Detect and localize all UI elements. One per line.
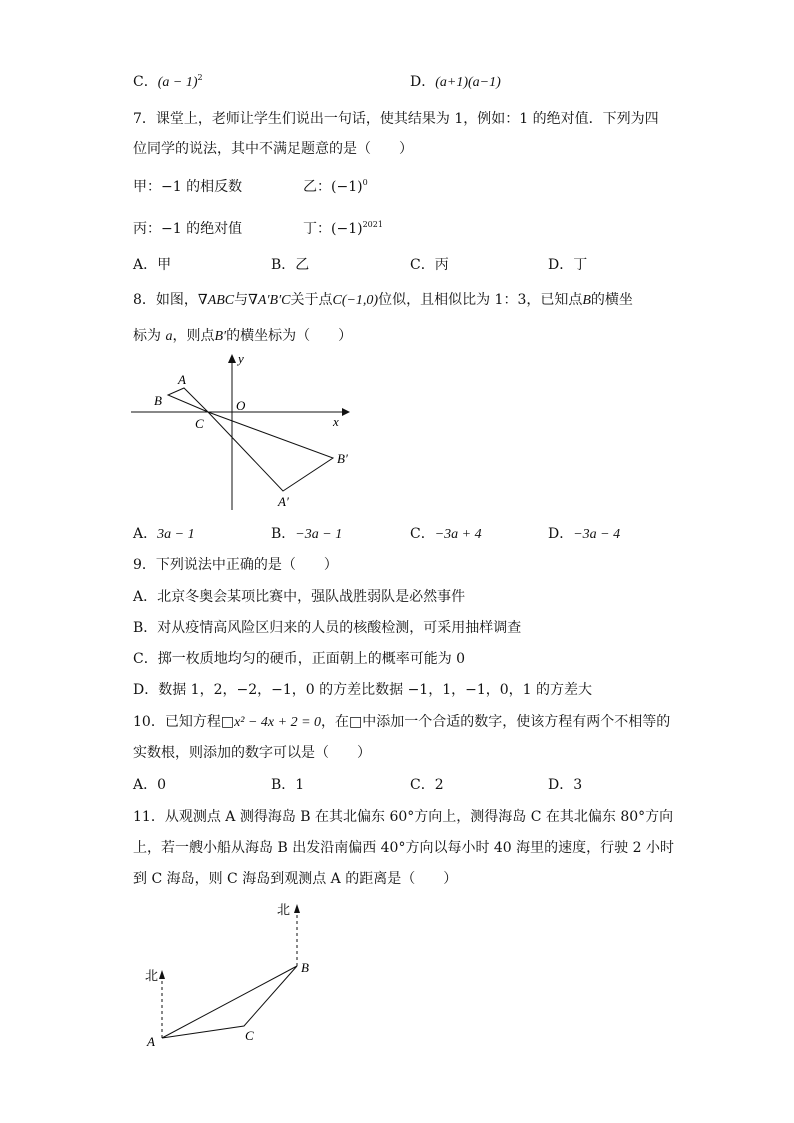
q9-option-d[interactable]: D．数据 1，2，−2，−1，0 的方差比数据 −1，1，−1，0，1 的方差大 xyxy=(133,682,593,698)
point-b-prime-label: B′ xyxy=(337,451,348,466)
q7-option-b[interactable]: B．乙 xyxy=(271,257,310,273)
triangle-name: ∇ABC xyxy=(197,293,235,308)
equation: x² − 4x + 2 = 0 xyxy=(234,715,322,730)
q10-option-b[interactable]: B．1 xyxy=(271,777,305,793)
north-label-b: 北 xyxy=(277,902,291,917)
q8-option-c[interactable] xyxy=(410,525,482,544)
q8-coordinate-figure xyxy=(126,350,356,515)
stem-text: 位似，且相似比为 1：3，已知点 xyxy=(378,292,583,308)
math-expression: (a+1)(a−1) xyxy=(435,75,501,90)
x-axis-label: x xyxy=(333,414,339,429)
point-c-label: C xyxy=(195,416,204,431)
q7-stem-line-1: 7．课堂上，老师让学生们说出一句话，使其结果为 1，例如：1 的绝对值．下列为四 xyxy=(133,111,659,127)
point-name: B xyxy=(582,293,591,308)
stem-text: 关于点 xyxy=(290,292,333,308)
stem-text: 8．如图， xyxy=(133,292,198,308)
q9-option-c[interactable]: C．掷一枚质地均匀的硬币，正面朝上的概率可能为 0 xyxy=(133,651,466,667)
q11-stem-line-2: 上，若一艘小船从海岛 B 出发沿南偏西 40°方向以每小时 40 海里的速度，行驶 2 小时 xyxy=(133,840,674,856)
blank-box: □ xyxy=(220,714,235,730)
stem-text: 标为 xyxy=(133,328,166,344)
q11-stem-line-1: 11．从观测点 A 测得海岛 B 在其北偏东 60°方向上，测得海岛 C 在其北偏东 80°方向 xyxy=(133,809,674,825)
q10-option-a[interactable]: A．0 xyxy=(133,777,167,793)
origin-label: O xyxy=(236,398,246,413)
option-label: D． xyxy=(410,74,436,90)
math-expression: −3a − 1 xyxy=(295,527,343,542)
exponent: 2021 xyxy=(362,220,383,229)
exponent: 0 xyxy=(362,178,368,187)
stem-text: ，则点 xyxy=(172,328,215,344)
q10-option-d[interactable]: D．3 xyxy=(548,777,583,793)
north-label-a: 北 xyxy=(145,968,159,983)
point-a-label: A xyxy=(178,372,186,387)
q10-option-c[interactable]: C．2 xyxy=(410,777,444,793)
math-expression: −3a − 4 xyxy=(573,527,621,542)
q9-option-a[interactable]: A．北京冬奥会某项比赛中，强队战胜弱队是必然事件 xyxy=(133,589,466,605)
q7-option-c[interactable]: C．丙 xyxy=(410,257,449,273)
north-arrow-icon xyxy=(294,904,300,913)
statement-label: 乙： xyxy=(303,179,331,195)
stem-text: 10．已知方程 xyxy=(133,714,221,730)
q8-stem-line-2 xyxy=(133,327,352,346)
q9-stem: 9．下列说法中正确的是（ ） xyxy=(133,557,338,573)
stem-text: 的横坐标为（ ） xyxy=(226,328,353,344)
q7-option-d[interactable]: D．丁 xyxy=(548,257,588,273)
q10-stem-line-1 xyxy=(133,713,670,732)
math-expression: (a − 1) xyxy=(157,75,198,90)
option-label: C． xyxy=(410,526,435,542)
triangle-a-prime-b-prime-c xyxy=(208,412,333,491)
y-axis-label: y xyxy=(238,351,244,366)
option-label: D． xyxy=(548,526,574,542)
triangle-abc xyxy=(168,388,208,412)
triangle-name: ∇A′B′C xyxy=(248,293,291,308)
point-b-label: B xyxy=(154,393,162,408)
q11-stem-line-3: 到 C 海岛，则 C 海岛到观测点 A 的距离是（ ） xyxy=(133,871,458,887)
math-expression: 3a − 1 xyxy=(157,527,195,542)
option-label: A． xyxy=(133,526,158,542)
q8-option-d[interactable] xyxy=(548,525,620,544)
x-axis-arrow-icon xyxy=(342,408,350,416)
q7-statement-bing: 丙：−1 的绝对值 xyxy=(133,221,243,237)
q6-option-c[interactable] xyxy=(133,73,203,92)
triangle-abc xyxy=(162,966,297,1038)
q7-option-a[interactable]: A．甲 xyxy=(133,257,172,273)
q7-statement-jia: 甲：−1 的相反数 xyxy=(133,179,243,195)
stem-text: ，在□中添加一个合适的数字，使该方程有两个不相等的 xyxy=(321,714,671,730)
q6-option-d[interactable] xyxy=(410,73,501,92)
q7-statement-ding xyxy=(303,220,383,238)
y-axis-arrow-icon xyxy=(228,354,236,363)
variable: a xyxy=(165,329,173,344)
q10-stem-line-2: 实数根，则添加的数字可以是（ ） xyxy=(133,745,371,761)
option-label: C． xyxy=(133,74,158,90)
exponent: 2 xyxy=(197,73,203,82)
math-expression: (−1) xyxy=(331,221,363,237)
statement-label: 丁： xyxy=(303,221,331,237)
point-c-label: C xyxy=(245,1028,254,1043)
point-a-prime-label: A′ xyxy=(278,494,289,509)
point-coordinate: C(−1,0) xyxy=(332,293,379,308)
stem-text: 与 xyxy=(234,292,249,308)
q8-stem-line-1 xyxy=(133,291,633,310)
math-expression: −3a + 4 xyxy=(434,527,482,542)
q7-stem-line-2: 位同学的说法，其中不满足题意的是（ ） xyxy=(133,141,413,157)
north-arrow-icon xyxy=(159,970,165,979)
math-expression: (−1) xyxy=(331,179,363,195)
stem-text: 的横坐 xyxy=(590,292,633,308)
q7-statement-yi xyxy=(303,178,368,196)
q8-option-a[interactable] xyxy=(133,525,195,544)
point-a-label: A xyxy=(147,1034,155,1049)
point-b-label: B xyxy=(301,960,309,975)
option-label: B． xyxy=(271,526,296,542)
q9-option-b[interactable]: B．对从疫情高风险区归来的人员的核酸检测，可采用抽样调查 xyxy=(133,620,522,636)
point-name: B′ xyxy=(214,329,227,344)
q8-option-b[interactable] xyxy=(271,525,342,544)
q11-bearing-figure xyxy=(138,898,328,1053)
